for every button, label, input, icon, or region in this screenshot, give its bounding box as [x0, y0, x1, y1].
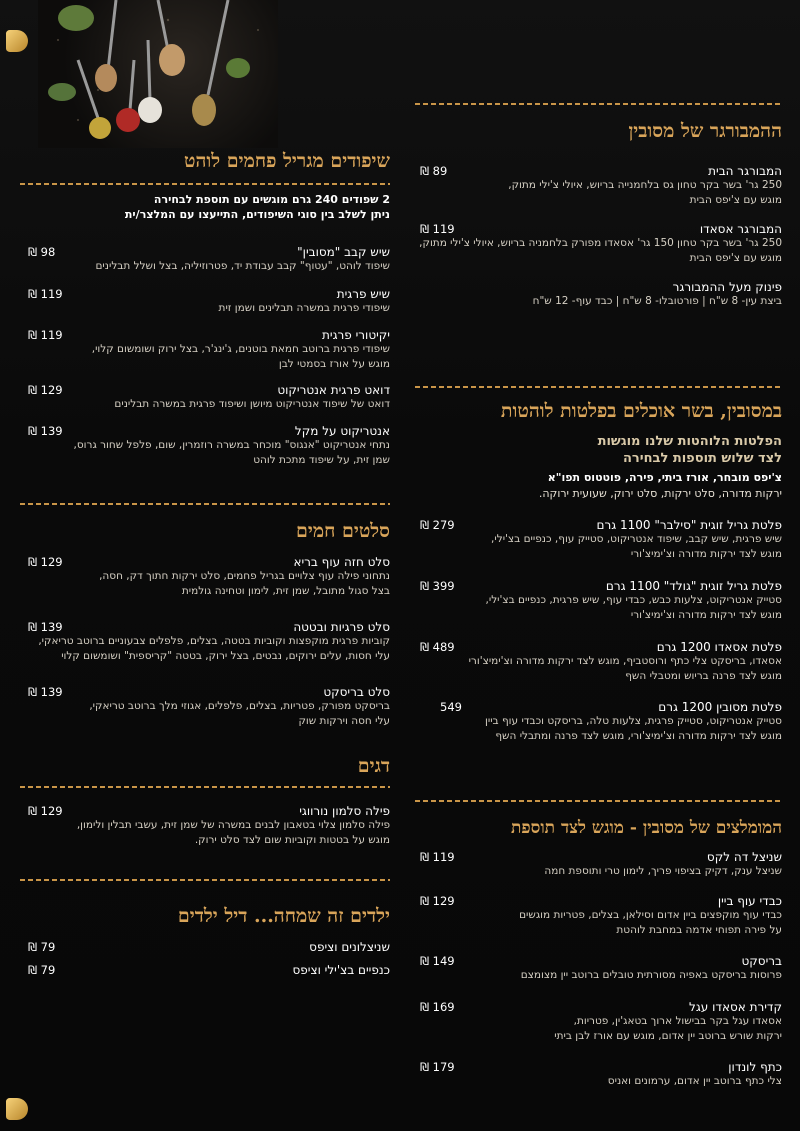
- item-desc: מוגש לצד ירקות מדורה וצ'ימיצ'ורי, מוגש לצד פרנה ומתבלי השף: [495, 730, 782, 742]
- item-price: ₪ 489: [420, 640, 455, 654]
- menu-item: [521, 954, 782, 983]
- item-price: ₪ 139: [28, 424, 63, 438]
- item-price: ₪ 129: [420, 894, 455, 908]
- item-name: שיש פרגית: [336, 287, 390, 301]
- gold-divider: [415, 100, 783, 108]
- item-desc: מוגש עם צ'יפס הבית: [689, 252, 782, 264]
- item-name: סלט חזה עוף בריא: [293, 555, 390, 569]
- menu-item: [219, 287, 390, 316]
- fish-section-title: דגים: [357, 755, 390, 777]
- item-name: המבורגר אסאדו: [699, 222, 782, 236]
- item-desc: מוגש עם צ'יפס הבית: [689, 194, 782, 206]
- item-price: ₪ 169: [420, 1000, 455, 1014]
- menu-item: [92, 328, 390, 372]
- platters-intro-2: לצד שלוש תוספות לבחירה: [623, 451, 782, 466]
- item-name: פלטת גריל זוגית "סילבר" 1100 גרם: [596, 518, 782, 532]
- item-price: ₪ 119: [28, 287, 63, 301]
- recommended-section-title: המומלצים של מסובין - מוגש לצד תוספת: [511, 818, 782, 838]
- item-price: ₪ 179: [420, 1060, 455, 1074]
- item-desc: 250 גר' בשר בקר טחון 150 גר' אסאדו מפורק בלחמניה בריוש, איולי צ'ילי מתוק,: [419, 237, 782, 249]
- item-name: כתף לונדון: [728, 1060, 782, 1074]
- salads-section-title: סלטים חמים: [296, 520, 390, 542]
- item-desc: אסאדו, בריסקט צלי כתף ורוסטביף, מוגש לצד ירקות מדורה וצ'ימיצ'ורי: [468, 655, 782, 667]
- menu-item: [508, 164, 782, 208]
- item-desc: מוגש על אורז בסמטי לבן: [278, 358, 390, 370]
- menu-item: [77, 804, 390, 848]
- gold-divider: [20, 500, 390, 508]
- item-desc: עלי חסות, עלים ירוקים, נבטים, בצל ירוק, בטטה "קריספית" ושומשום קלוי: [61, 650, 390, 662]
- item-name: סלט בריסקט: [323, 685, 390, 699]
- gold-divider: [20, 783, 390, 791]
- item-desc: מוגש על בטטות וקוביות שום לצד סלט ירוק.: [194, 834, 390, 846]
- item-desc: שיפודי פרגית במשרה תבלינים ושמן זית: [218, 302, 390, 314]
- item-price: ₪ 129: [28, 804, 63, 818]
- item-price: ₪ 129: [28, 555, 63, 569]
- platters-section-title: במסובין, בשר אוכלים בפלטות לוהטות: [500, 400, 782, 422]
- platters-intro-1: הפלטות הלוהטות שלנו מוגשות: [597, 434, 782, 449]
- menu-item: [533, 280, 782, 309]
- menu-item: [114, 383, 390, 412]
- item-price: 549: [440, 700, 462, 714]
- item-price: ₪ 119: [28, 328, 63, 342]
- item-desc: מוגש לצד ירקות מדורה וצ'ימיצ'ורי: [630, 548, 782, 560]
- item-desc: שמן זית, על שיפוד מתכת לוהט: [253, 454, 390, 466]
- item-desc: כבדי עוף מוקפצים ביין אדום וסילאן, בצלים, פטריות מוגשים: [519, 909, 782, 921]
- platters-intro-3: צ'יפס מובחר, אורז ביתי, פירה, פוטטוס תפו"א: [547, 471, 782, 484]
- gold-divider: [415, 383, 783, 391]
- item-price: ₪ 139: [28, 620, 63, 634]
- item-desc: שיפוד לוהט, "עטוף" קבב עבודת יד, פטרוזיליה, בצל ושלל תבלינים: [95, 260, 390, 272]
- menu-item: [608, 1060, 782, 1089]
- item-desc: עלי חסה וירקות שוק: [298, 715, 390, 727]
- item-desc: צלי כתף ברוטב יין אדום, ערמונים ואניס: [607, 1075, 782, 1087]
- item-desc: מוגש לצד פרנה בריוש ומטבלי השף: [625, 670, 782, 682]
- item-name: שניצל דה לקס: [706, 850, 782, 864]
- item-name: פלטת אסאדו 1200 גרם: [656, 640, 782, 654]
- menu-item: [309, 940, 390, 954]
- item-name: שניצלונים וציפס: [309, 940, 390, 954]
- item-name: כבדי עוף ביין: [717, 894, 782, 908]
- item-name: יקיטורי פרגית: [322, 328, 390, 342]
- item-desc: ביצת עין- 8 ש"ח | פורטובלו- 8 ש"ח | כבד עוף- 12 ש"ח: [532, 295, 782, 307]
- item-name: קדירת אסאדו עגל: [689, 1000, 782, 1014]
- item-desc: סטייק אנטריקוט, סטייק פרגית, צלעות טלה, בריסקט וכבדי עוף ביין: [485, 715, 782, 727]
- grill-intro-2: ניתן לשלב בין סוגי השיפודים, התייעצו עם המלצר/ית: [124, 208, 390, 221]
- item-desc: ירקות שורש ברוטב יין אדום, מוגש עם אורז לבן ביתי: [554, 1030, 782, 1042]
- menu-item: [89, 685, 390, 729]
- burger-section-title: ההמבורגר של מסובין: [628, 120, 782, 142]
- item-name: פלטת מסובין 1200 גרם: [658, 700, 782, 714]
- menu-item: [485, 700, 782, 744]
- menu-item: [486, 579, 782, 623]
- menu-item: [491, 518, 782, 562]
- item-name: שיש קבב "מסובין": [297, 245, 390, 259]
- grill-section-title: שיפודים מגריל פחמים לוהט: [183, 150, 390, 172]
- item-price: ₪ 129: [28, 383, 63, 397]
- item-desc: שניצל ענק, דקיק בציפוי פריך, לימון טרי ותוספת חמה: [544, 865, 782, 877]
- menu-item: [74, 424, 390, 468]
- item-desc: שיפודי פרגית ברוטב חמאת בוטנים, ג'ינג'ר, בצל ירוק ושומשום קלוי,: [91, 343, 390, 355]
- item-price: ₪ 119: [420, 222, 455, 236]
- item-desc: בריסקט מפורק, פטריות, בצלים, פלפלים, אגוזי מלך ברוטב טריאקי,: [89, 700, 390, 712]
- gold-divider: [20, 876, 390, 884]
- item-name: כנפיים בצ'ילי וציפס: [292, 963, 390, 977]
- item-name: בריסקט: [741, 954, 782, 968]
- item-desc: נתחוני פילה עוף צלויים בגריל פחמים, סלט ירקות חתוך דק, חסה,: [99, 570, 390, 582]
- menu-item: [419, 222, 782, 266]
- item-desc: דואט של שיפוד אנטריקוט מיושן ושיפוד פרגית במשרה תבלינים: [114, 398, 390, 410]
- item-name: פינוק מעל ההמבורגר: [672, 280, 782, 294]
- spices-photo: [38, 0, 278, 148]
- menu-item: [554, 1000, 782, 1044]
- item-price: ₪ 399: [420, 579, 455, 593]
- item-desc: קוביות פרגית מוקפצות וקוביות בטטה, בצלים, פלפלים צבעוניים ברוטב טריאקי,: [38, 635, 390, 647]
- platters-intro-4: ירקות מדורה, סלט ירקות, סלט ירוק, שעועית ירוקה.: [538, 487, 782, 500]
- item-price: ₪ 139: [28, 685, 63, 699]
- menu-item: [38, 620, 390, 664]
- item-price: ₪ 98: [28, 245, 56, 259]
- item-price: ₪ 79: [28, 940, 56, 954]
- item-desc: סטייק אנטריקוט, צלעות כבש, כבדי עוף, שיש פרגית, כנפיים בצ'ילי,: [485, 594, 782, 606]
- kids-section-title: ילדים זה שמחה... דיל ילדים: [177, 905, 390, 927]
- gold-corner-bottom: [6, 1098, 28, 1120]
- item-desc: 250 גר' בשר בקר טחון גס בלחמנייה בריוש, איולי צ'ילי מתוק,: [508, 179, 782, 191]
- gold-divider: [415, 797, 783, 805]
- menu-item: [95, 245, 390, 274]
- menu-item: [469, 640, 782, 684]
- gold-corner-top: [6, 30, 28, 52]
- item-desc: בצל סגול מתובל, שמן זית, לימון וטחינה גולמית: [181, 585, 390, 597]
- item-name: אנטריקוט על מקל: [294, 424, 390, 438]
- item-desc: נתחי אנטריקוט "אנגוס" מוכחר במשרה רוזמרין, שום, פלפל שחור גרוס,: [73, 439, 390, 451]
- item-price: ₪ 119: [420, 850, 455, 864]
- item-price: ₪ 279: [420, 518, 455, 532]
- item-desc: פרוסות בריסקט באפיה מסורתית טובלים ברוטב יין מצומצם: [520, 969, 782, 981]
- gold-divider: [20, 180, 390, 188]
- item-desc: פילה סלמון צלוי בטאבון לבנים במשרה של שמן זית, עשבי תבלין ולימון,: [76, 819, 390, 831]
- item-price: ₪ 89: [420, 164, 448, 178]
- grill-intro-1: 2 שפודים 240 גרם מוגשים עם תוספת לבחירה: [153, 193, 390, 206]
- item-name: סלט פרגיות ובטטה: [293, 620, 390, 634]
- item-price: ₪ 79: [28, 963, 56, 977]
- item-desc: שיש פרגית, שיש קבב, שיפוד אנטריקוט, סטייק עוף, כנפיים בצ'ילי,: [491, 533, 782, 545]
- menu-item: [99, 555, 390, 599]
- item-name: המבורגר הבית: [708, 164, 782, 178]
- item-name: פלטת גריל זוגית "גולד" 1100 גרם: [605, 579, 782, 593]
- item-desc: אסאדו עגל בקר בבישול ארוך בטאג'ין, פטריות,: [573, 1015, 782, 1027]
- menu-item: [293, 963, 391, 977]
- item-desc: מוגש לצד ירקות מדורה וצ'ימיצ'ורי: [630, 609, 782, 621]
- item-desc: על פירה תפוחי אדמה במחבת לוהטת: [616, 924, 782, 936]
- item-price: ₪ 149: [420, 954, 455, 968]
- menu-item: [544, 850, 782, 879]
- menu-item: [519, 894, 782, 938]
- item-name: פילה סלמון נורווגי: [299, 804, 390, 818]
- item-name: דואט פרגית אנטריקוט: [277, 383, 390, 397]
